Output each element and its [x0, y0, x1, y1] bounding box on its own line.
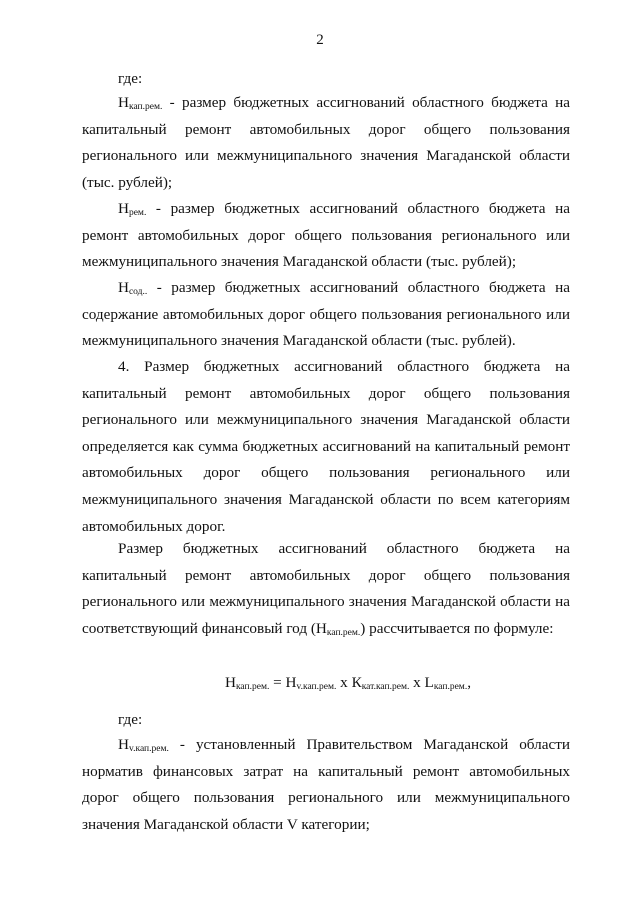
where-label: где:: [118, 70, 143, 87]
symbol-subscript: сод..: [128, 287, 148, 297]
formula-operator: х: [336, 674, 352, 691]
definition-hv: [82, 732, 570, 838]
formula-subscript: кап.рем.: [235, 682, 270, 692]
formula-operator: =: [269, 674, 286, 691]
formula-l: L: [424, 674, 434, 691]
paragraph-text: ) рассчитывается по формуле:: [360, 619, 554, 637]
paragraph-text: Размер бюджетных ассигнований областного бюджета на капитальный ремонт автомобильных дорог общего пользования регионального или межмуниципального значения Магаданской области на соответствующий финансовый год (: [82, 540, 570, 637]
symbol-subscript: кап.рем.: [128, 102, 163, 112]
symbol-subscript: рем.: [128, 208, 147, 218]
where-label-2: где:: [118, 711, 143, 728]
symbol-h: Н: [118, 279, 129, 296]
definition-sod: [82, 275, 570, 355]
definition-text: - размер бюджетных ассигнований областного бюджета на капитальный ремонт автомобильных дорог общего пользования регионального или межмуниципального значения Магаданской области (тыс. рублей);: [82, 94, 570, 191]
formula-operator: х: [409, 674, 425, 691]
symbol-subscript: кап.рем.: [326, 627, 361, 638]
definition-text: - установленный Правительством Магаданской области норматив финансовых затрат на капитальный ремонт автомобильных дорог общего пользования регионального или межмуниципального значения Магаданской области V категории;: [82, 736, 570, 833]
formula-end: ,: [467, 674, 471, 691]
formula: [0, 674, 640, 692]
formula-h: Н: [224, 674, 236, 691]
definition-kap-rem: [82, 90, 570, 196]
paragraph-formula-intro: [82, 536, 570, 642]
symbol-h: Н: [118, 200, 129, 217]
paragraph-4: 4. Размер бюджетных ассигнований областного бюджета на капитальный ремонт автомобильных дорог общего пользования регионального или межмуниципального значения Магаданской области определяется как сумма бюджетных ассигнований на капитальный ремонт автомобильных дорог общего пользования регионального или межмуниципального значения Магаданской области по всем категориям автомобильных дорог.: [82, 358, 570, 535]
definition-rem: [82, 196, 570, 276]
formula-k: К: [351, 674, 362, 691]
formula-subscript: кап.рем.: [433, 682, 468, 692]
formula-subscript: кат.кап.рем.: [361, 682, 410, 692]
symbol-h: Н: [118, 736, 129, 753]
formula-subscript: v.кап.рем.: [296, 682, 337, 692]
definition-text: - размер бюджетных ассигнований областного бюджета на содержание автомобильных дорог общего пользования регионального или межмуниципального значения Магаданской области (тыс. рублей).: [82, 279, 570, 350]
definition-text: - размер бюджетных ассигнований областного бюджета на ремонт автомобильных дорог общего пользования регионального или межмуниципального значения Магаданской области (тыс. рублей);: [82, 200, 570, 271]
symbol-h: Н: [118, 94, 129, 111]
symbol-subscript: v.кап.рем.: [128, 744, 169, 754]
symbol-h: Н: [315, 619, 327, 637]
page-number: 2: [316, 32, 324, 48]
formula-hv: Н: [285, 674, 297, 691]
